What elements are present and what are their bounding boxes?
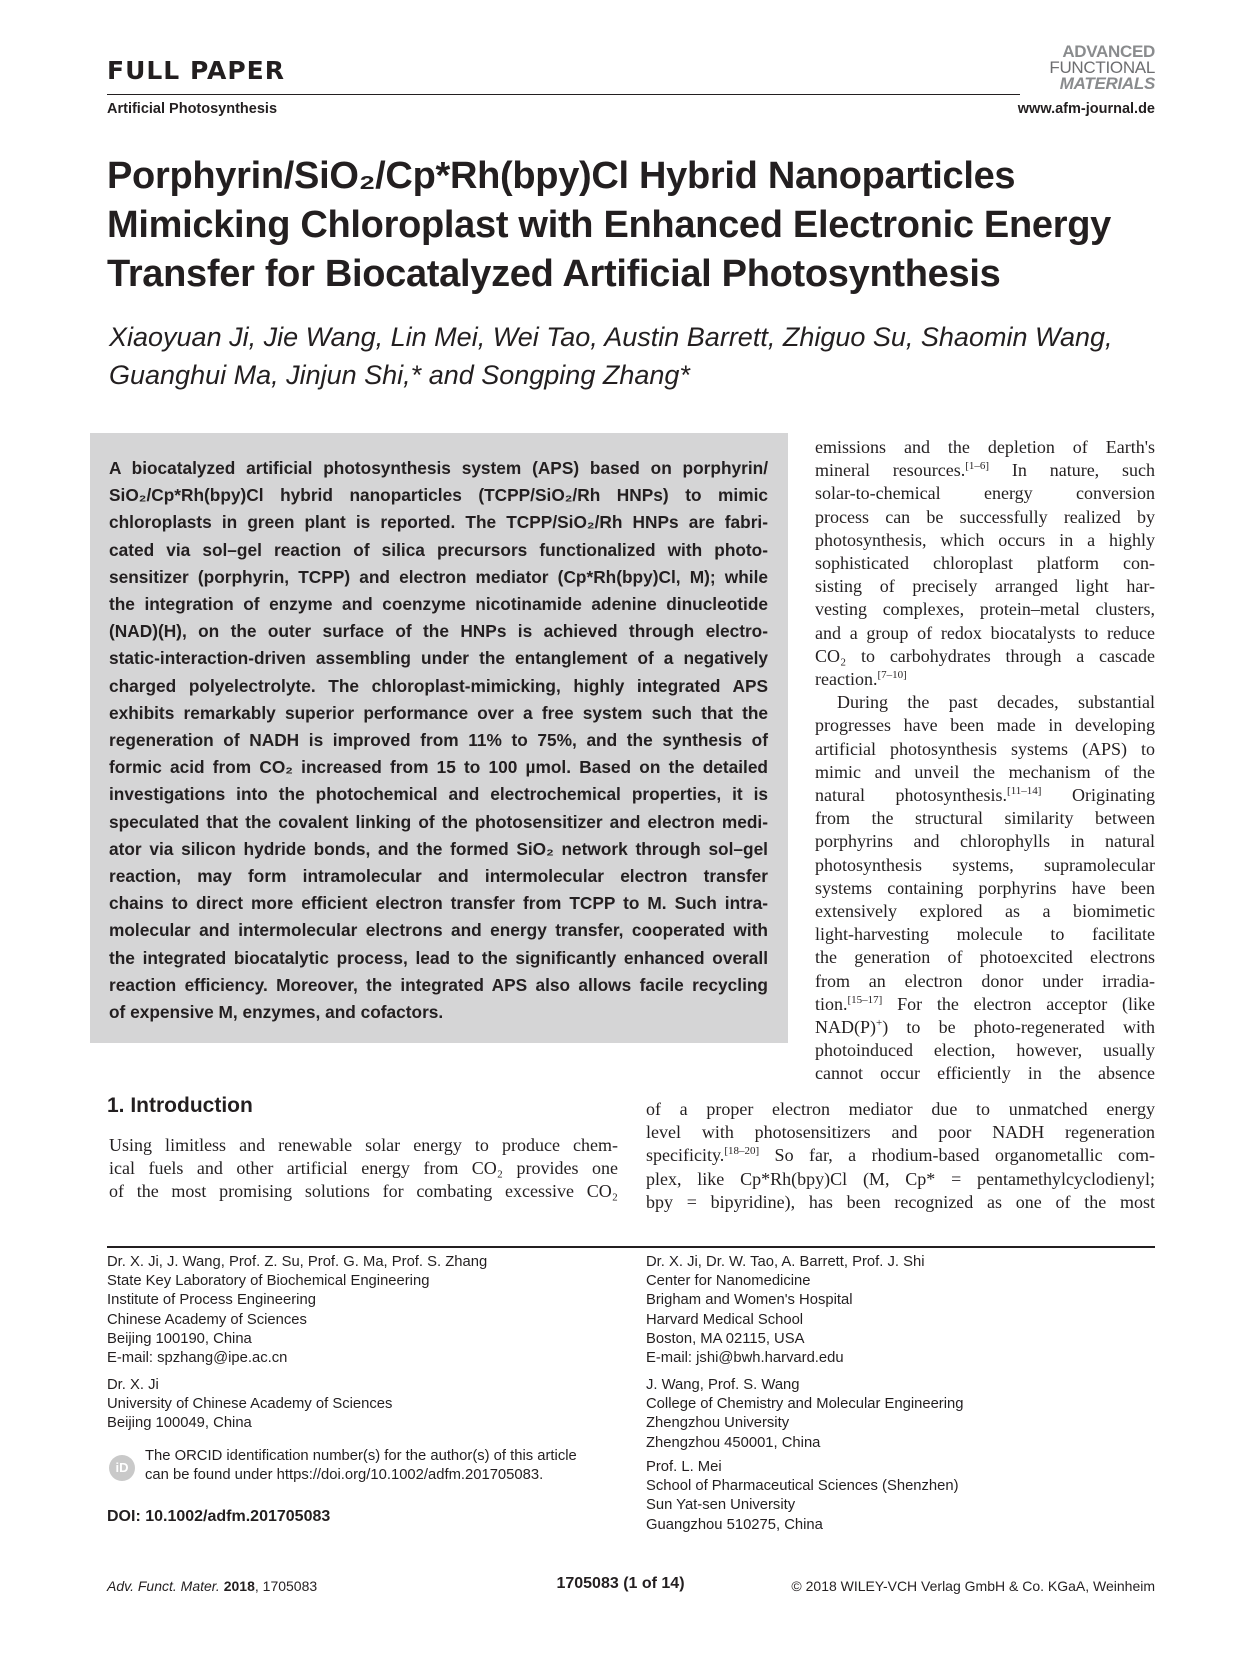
abstract-line: static-interaction-driven assembling under the entanglement of a negatively (109, 648, 768, 669)
affiliation-line: Beijing 100049, China (107, 1415, 252, 1432)
footnote-rule (107, 1246, 1155, 1248)
introduction-heading: 1. Introduction (107, 1094, 253, 1117)
affiliation-line: Sun Yat-sen University (646, 1497, 796, 1514)
affiliation-line: College of Chemistry and Molecular Engineering (646, 1396, 964, 1413)
abstract-line: A biocatalyzed artificial photosynthesis system (APS) based on porphyrin/ (109, 458, 768, 478)
body-line: CO₂ to carbohydrates through a cascade (815, 645, 1155, 666)
logo-line: MATERIALS (1059, 74, 1155, 93)
body-line: sophisticated chloroplast platform con- (815, 553, 1155, 573)
paper-title (107, 152, 1157, 299)
title-line: Transfer for Biocatalyzed Artificial Photosynthesis (107, 253, 1001, 295)
affiliation-line: Chinese Academy of Sciences (107, 1311, 307, 1328)
page-number: 1705083 (1 of 14) (556, 1575, 685, 1592)
logo-line: ADVANCED (1062, 42, 1155, 61)
abstract-line: reaction, may form intramolecular and intermolecular electron transfer (109, 866, 768, 886)
affiliation-line: Prof. L. Mei (646, 1459, 722, 1475)
citation[interactable]: [15–17] (847, 993, 883, 1006)
affiliation-line: Brigham and Women's Hospital (646, 1292, 853, 1309)
affiliation-line: School of Pharmaceutical Sciences (Shenzhen) (646, 1478, 959, 1495)
body-line: emissions and the depletion of Earth's (815, 437, 1155, 457)
affiliation (107, 1376, 392, 1434)
abstract-line: molecular and intermolecular electrons and energy transfer, cooperated with (109, 920, 768, 941)
body-line: artificial photosynthesis systems (APS) to (815, 738, 1155, 759)
citation[interactable]: [11–14] (1007, 785, 1042, 797)
body-line: Using limitless and renewable solar energy to produce chem- (109, 1135, 618, 1155)
abstract-line: charged polyelectrolyte. The chloroplast-mimicking, highly integrated APS (109, 675, 768, 696)
affiliation-line: University of Chinese Academy of Sciences (107, 1396, 393, 1413)
abstract-line: chloroplasts in green plant is reported. The TCPP/SiO₂/Rh HNPs are fabri- (109, 512, 768, 533)
affiliation (646, 1253, 925, 1368)
body-line: reaction.[7–10] (815, 669, 907, 689)
body-line: During the past decades, substantial (837, 692, 1155, 713)
body-line: mineral resources.[1–6] In nature, such (815, 460, 1155, 481)
abstract-line: reaction efficiency. Moreover, the integrated APS also allows facile recycling (109, 974, 768, 995)
body-line: progresses have been made in developing (815, 715, 1155, 736)
abstract-line: cated via sol–gel reaction of silica precursors functionalized with photo- (109, 539, 768, 560)
body-line: specificity.[18–20] So far, a rhodium-based organometallic com- (646, 1145, 1155, 1166)
body-line: mimic and unveil the mechanism of the (815, 761, 1155, 782)
affiliation-line: Institute of Process Engineering (107, 1292, 316, 1309)
journal-abbrev: Adv. Funct. Mater. (107, 1578, 220, 1594)
body-line: level with photosensitizers and poor NADH regeneration (646, 1122, 1155, 1143)
body-line: extensively explored as a biomimetic (815, 901, 1155, 921)
orcid-line[interactable]: can be found under https://doi.org/10.1002/adfm.201705083. (145, 1467, 544, 1484)
abstract-line: investigations into the photochemical and electrochemical properties, it is (109, 784, 768, 805)
affiliation-line[interactable]: E-mail: jshi@bwh.harvard.edu (646, 1350, 844, 1367)
doi[interactable]: DOI: 10.1002/adfm.201705083 (107, 1508, 331, 1525)
body-line: solar-to-chemical energy conversion (815, 483, 1155, 504)
abstract-line: the integration of enzyme and coenzyme nicotinamide adenine dinucleotide (109, 594, 768, 614)
abstract-line: speculated that the covalent linking of the photosensitizer and electron medi- (109, 811, 768, 832)
affiliation-line: J. Wang, Prof. S. Wang (646, 1377, 800, 1393)
body-line: tion.[15–17] For the electron acceptor (like (815, 993, 1155, 1014)
body-line: systems containing porphyrins have been (815, 877, 1155, 898)
body-line: photosynthesis systems, supramolecular (815, 854, 1155, 875)
abstract-line: chains to direct more efficient electron transfer from TCPP to M. Such intra- (109, 893, 768, 914)
affiliation-line: Center for Nanomedicine (646, 1273, 811, 1290)
affiliation-line: State Key Laboratory of Biochemical Engineering (107, 1273, 430, 1290)
author-list (109, 318, 1159, 394)
body-line: of the most promising solutions for combating excessive CO₂ (109, 1181, 618, 1202)
abstract-line: sensitizer (porphyrin, TCPP) and electron mediator (Cp*Rh(bpy)Cl, M); while (109, 566, 768, 587)
title-line: Mimicking Chloroplast with Enhanced Electronic Energy (107, 204, 1111, 246)
body-line: plex, like Cp*Rh(bpy)Cl (M, Cp* = pentamethylcyclodienyl; (646, 1168, 1155, 1189)
body-line: light-harvesting molecule to facilitate (815, 924, 1155, 945)
header-rule (107, 94, 1020, 95)
abstract-line: ator via silicon hydride bonds, and the formed SiO₂ network through sol–gel (109, 838, 768, 859)
affiliation-line: Zhengzhou University (646, 1415, 790, 1432)
body-line: and a group of redox biocatalysts to reduce (815, 622, 1155, 643)
abstract-line: exhibits remarkably superior performance over a free system such that the (109, 702, 768, 723)
body-line: photosynthesis, which occurs in a highly (815, 529, 1155, 550)
orcid-icon: iD (109, 1455, 135, 1481)
body-line: porphyrins and chlorophylls in natural (815, 831, 1155, 852)
body-line: vesting complexes, protein–metal clusters, (815, 599, 1155, 620)
logo-line: FUNCTIONAL (1049, 58, 1155, 77)
journal-url[interactable]: www.afm-journal.de (1017, 101, 1155, 117)
affiliation-line: Harvard Medical School (646, 1311, 804, 1328)
affiliation-line[interactable]: E-mail: spzhang@ipe.ac.cn (107, 1350, 288, 1367)
citation[interactable]: [18–20] (724, 1145, 760, 1158)
article-type-label: FULL PAPER (107, 56, 285, 85)
affiliation-line: Dr. X. Ji, Dr. W. Tao, A. Barrett, Prof. J. Shi (646, 1254, 925, 1270)
citation[interactable]: [1–6] (965, 460, 990, 473)
abstract-line: SiO₂/Cp*Rh(bpy)Cl hybrid nanoparticles (TCPP/SiO₂/Rh HNPs) to mimic (109, 485, 768, 506)
body-line: from the structural similarity between (815, 808, 1155, 829)
affiliation (107, 1253, 487, 1368)
section-label: Artificial Photosynthesis (107, 101, 278, 117)
affiliation (646, 1458, 959, 1535)
author-line: Guanghui Ma, Jinjun Shi,* and Songping Zhang* (109, 360, 690, 390)
body-line: natural photosynthesis.[11–14] Originating (815, 785, 1155, 805)
affiliation-line: Guangzhou 510275, China (646, 1516, 823, 1533)
title-line: Porphyrin/SiO₂/Cp*Rh(bpy)Cl Hybrid Nanoparticles (107, 155, 1016, 197)
affiliation-line: Boston, MA 02115, USA (646, 1330, 805, 1347)
abstract-box (90, 433, 788, 1043)
body-line: cannot occur efficiently in the absence (815, 1063, 1155, 1084)
affiliation-line: Dr. X. Ji, J. Wang, Prof. Z. Su, Prof. G. Ma, Prof. S. Zhang (107, 1254, 488, 1270)
body-line: from an electron donor under irradia- (815, 970, 1155, 991)
body-line: of a proper electron mediator due to unmatched energy (646, 1099, 1155, 1119)
citation[interactable]: [7–10] (877, 669, 907, 681)
orcid-note (145, 1447, 577, 1485)
abstract-line: regeneration of NADH is improved from 11% to 75%, and the synthesis of (109, 730, 768, 750)
abstract-line: the integrated biocatalytic process, lead to the significantly enhanced overall (109, 947, 768, 968)
affiliation-line: Zhengzhou 450001, China (646, 1434, 821, 1451)
abstract-line: of expensive M, enzymes, and cofactors. (109, 1002, 444, 1022)
body-line: sisting of precisely arranged light har- (815, 576, 1155, 597)
abstract-line: (NAD)(H), on the outer surface of the HNPs is achieved through electro- (109, 621, 768, 642)
body-line: process can be successfully realized by (815, 506, 1155, 527)
body-line: ical fuels and other artificial energy from CO₂ provides one (109, 1158, 618, 1179)
citation[interactable]: + (876, 1017, 883, 1029)
affiliation-line: Beijing 100190, China (107, 1330, 252, 1347)
copyright: © 2018 WILEY-VCH Verlag GmbH & Co. KGaA, Weinheim (791, 1578, 1155, 1594)
body-line: NAD(P)+) to be photo-regenerated with (815, 1017, 1155, 1037)
article-number: , 1705083 (254, 1578, 318, 1594)
body-line: the generation of photoexcited electrons (815, 947, 1155, 968)
affiliation-line: Dr. X. Ji (107, 1377, 159, 1393)
author-line: Xiaoyuan Ji, Jie Wang, Lin Mei, Wei Tao, Austin Barrett, Zhiguo Su, Shaomin Wang, (109, 322, 1113, 352)
orcid-line: The ORCID identification number(s) for the author(s) of this article (145, 1448, 577, 1464)
abstract-line: formic acid from CO₂ increased from 15 to 100 µmol. Based on the detailed (109, 757, 768, 778)
body-line: bpy = bipyridine), has been recognized as one of the most (646, 1191, 1155, 1212)
journal-year: 2018 (223, 1578, 255, 1594)
journal-logo (1049, 44, 1155, 92)
body-line: photoinduced election, however, usually (815, 1040, 1155, 1061)
affiliation (646, 1376, 963, 1453)
